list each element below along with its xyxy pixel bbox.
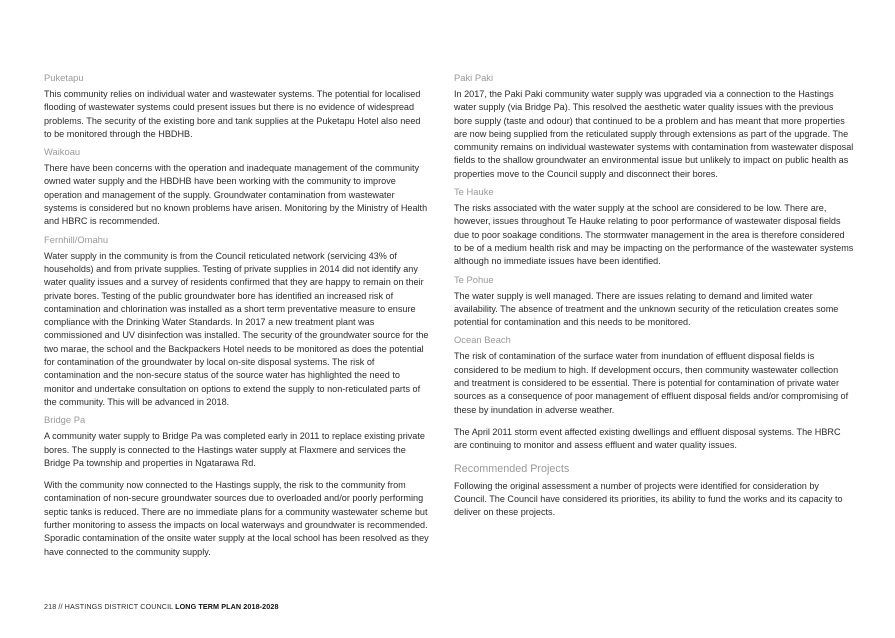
section-paragraph: A community water supply to Bridge Pa was completed early in 2011 to replace existing private bores. The supply is connected to the Hastings water supply at Flaxmere and services the Bridge Pa township and properties in Ngatarawa Rd. (44, 431, 425, 468)
section-heading: Te Pohue (454, 273, 494, 285)
section-te-hauke (454, 186, 854, 268)
section-paragraph: With the community now connected to the Hastings supply, the risk to the community from contamination of non-secure groundwater sources due to overloaded and/or poorly performing septic tanks is reduced. There are no immediate plans for a community wastewater scheme but further monitoring to assess the impacts on local waterways and groundwater is recommended. Sporadic contamination of the onsite water supply at the local school has been resolved as they have connected to the community supply. (44, 480, 429, 557)
section-heading: Bridge Pa (44, 414, 86, 426)
section-paragraph: In 2017, the Paki Paki community water supply was upgraded via a connection to the Hastings water supply (via Bridge Pa). This resolved the aesthetic water quality issues with the previous bore supply (taste and odour) that continued to be a problem and has meant that more properties are now being supplied from the reticulated supply through extensions as part of the upgrade. The community remains on individual wastewater systems with contamination from wastewater disposal fields to the shallow groundwater an environmental issue but unlikely to impact on public health as properties move to the Council supply and disconnect their bores. (454, 89, 854, 179)
section-te-pohue (454, 274, 854, 330)
section-paragraph: Water supply in the community is from the Council reticulated network (servicing 43% of households) and from private supplies. Testing of private supplies in 2014 did not identify any water quality issues and a survey of residents confirmed that they are happy to remain on their private bores. Testing of the public groundwater bore has identified an increased risk of contamination and chlorination was installed as a short term preventative measure to ensure compliance with the Drinking Water Standards. In 2017 a new treatment plant was commissioned and UV disinfection was installed. The security of the groundwater source for the two marae, the school and the Backpackers Hotel needs to be monitored as does the potential for contamination of the groundwater by local on-site disposal systems. The risk of contamination and the non-secure status of the source water has highlighted the need to monitor and undertake consultation on options to extend the supply to non-reticulated parts of the community. This will be advanced in 2018. (44, 250, 429, 407)
section-paragraph: The risks associated with the water supply at the school are considered to be low. There are, however, issues throughout Te Hauke relating to poor performance of wastewater disposal fields due to poor soakage conditions. The stormwater management in the area is therefore considered to be of a medium health risk and may be impacting on the performance of the wastewater systems although no immediate issues have been identified. (454, 203, 854, 267)
section-heading: Fernhill/Omahu (44, 233, 109, 245)
section-heading: Te Hauke (454, 186, 494, 198)
section-heading: Paki Paki (454, 72, 494, 83)
section-paragraph: Following the original assessment a number of projects were identified for consideration by Council. The Council have considered its priorities, its ability to fund the works and its capacity to deliver on these projects. (454, 480, 843, 518)
section-paki-paki (454, 72, 854, 181)
section-paragraph: This community relies on individual water and wastewater systems. The potential for localised flooding of wastewater systems could present issues but there is no evidence of widespread problems. The security of the existing bore and tank supplies at the Puketapu Hotel also need to be monitored through the HBDHB. (44, 89, 421, 139)
section-ocean-beach (454, 334, 854, 452)
section-heading: Ocean Beach (454, 334, 511, 346)
section-paragraph: The April 2011 storm event affected existing dwellings and effluent disposal systems. The HBRC are continuing to monitor and assess effluent and water quality issues. (454, 426, 841, 451)
section-puketapu (44, 72, 429, 141)
section-bridge-pa (44, 414, 429, 559)
section-paragraph: There have been concerns with the operation and inadequate management of the community owned water supply and the HBDHB have been working with the community to improve operation and management of the supply. Groundwater contamination from wastewater systems is considered but no known problems have arisen. Monitoring by the Ministry of Health and HBRC is recommended. (44, 163, 428, 227)
section-paragraph: The risk of contamination of the surface water from inundation of effluent disposal fields is considered to be medium to high. If development occurs, then community wastewater collection and treatment is considered to be essential. There is potential for contamination of private water sources as a consequence of poor management of effluent disposal fields and/or compromising of these by inundation in adverse weather. (454, 351, 849, 415)
section-heading: Recommended Projects (454, 462, 570, 475)
footer-document-title: LONG TERM PLAN 2018-2028 (175, 602, 279, 611)
right-column (454, 72, 854, 524)
left-column (44, 72, 429, 564)
page-footer (44, 602, 279, 611)
section-fernhill-omahu (44, 234, 429, 410)
section-recommended-projects (454, 462, 854, 520)
section-heading: Puketapu (44, 72, 84, 83)
section-waikoau (44, 146, 429, 228)
footer-page-number: 218 // HASTINGS DISTRICT COUNCIL (44, 602, 176, 611)
section-heading: Waikoau (44, 146, 81, 158)
section-paragraph: The water supply is well managed. There are issues relating to demand and limited water availability. The absence of treatment and the unknown security of the reticulation creates some potential for contamination and this needs to be monitored. (454, 290, 839, 328)
